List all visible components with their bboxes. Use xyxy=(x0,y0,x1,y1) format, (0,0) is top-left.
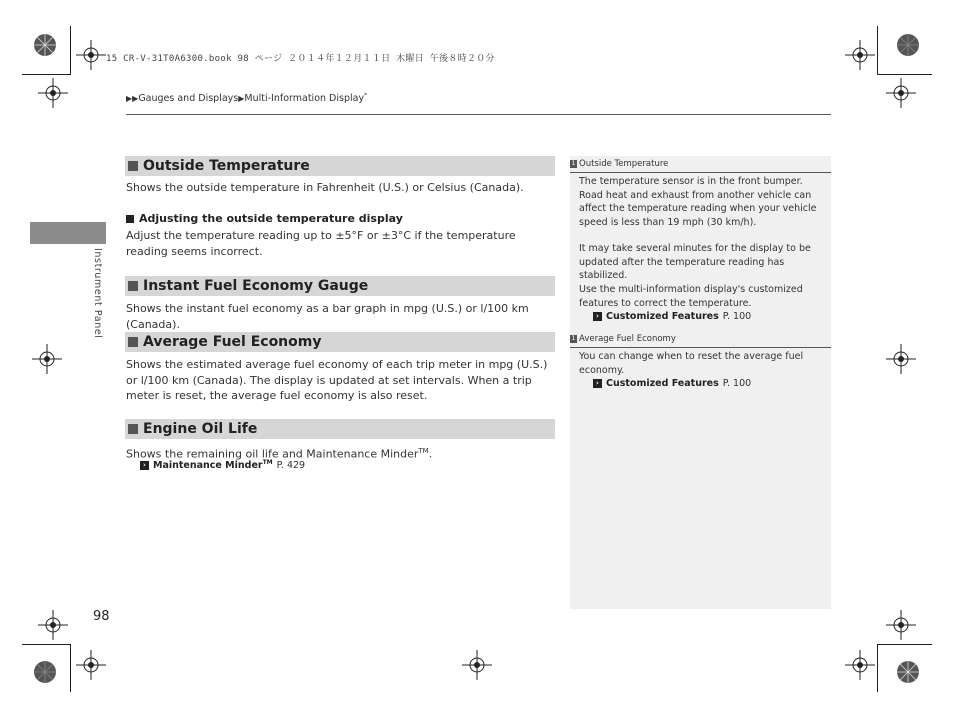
registration-crosshair-icon xyxy=(32,344,62,374)
sidebar-outside-temp-para3: Use the multi-information display's customized features to correct the temperature. xyxy=(579,284,803,309)
registration-crosshair-icon xyxy=(38,78,68,108)
registration-crosshair-icon xyxy=(38,610,68,640)
crop-line xyxy=(22,644,71,645)
header-rule xyxy=(126,114,831,115)
sidebar-outside-temp-para2: It may take several minutes for the display to be updated after the temperature reading has stabilized. xyxy=(579,243,811,281)
reference-arrow-icon: › xyxy=(140,461,149,470)
registration-crosshair-icon xyxy=(886,78,916,108)
note-number-icon: 1 xyxy=(571,160,576,167)
breadcrumb-arrow-icon: ▶ xyxy=(238,94,245,104)
xref-label: Customized Features xyxy=(606,311,719,322)
registration-starburst-icon xyxy=(896,33,920,57)
crop-line xyxy=(877,644,932,645)
section-title: Engine Oil Life xyxy=(143,421,258,437)
sidebar-outside-temp-para1: The temperature sensor is in the front bumper. Road heat and exhaust from another vehicle can affect the temperature reading when your vehicle speed is less than 19 mph (30 km/h). xyxy=(579,176,817,228)
registration-crosshair-icon xyxy=(845,40,875,70)
note-number-icon: 1 xyxy=(571,335,576,342)
section-header-average-fuel-economy xyxy=(125,332,555,352)
square-bullet-icon xyxy=(128,281,138,291)
chapter-tab xyxy=(30,222,106,244)
engine-oil-life-text: Shows the remaining oil life and Maintenance Minder™. xyxy=(126,447,433,461)
subsection-header-adjusting-temperature xyxy=(126,212,403,225)
registration-crosshair-icon xyxy=(76,40,106,70)
page-number: 98 xyxy=(93,609,110,624)
square-bullet-icon xyxy=(128,424,138,434)
reference-arrow-icon: › xyxy=(593,379,602,388)
xref-page: P. 429 xyxy=(276,459,306,471)
crop-line xyxy=(877,74,932,75)
square-bullet-icon xyxy=(128,161,138,171)
section-title: Average Fuel Economy xyxy=(143,334,322,350)
xref-page: P. 100 xyxy=(722,311,752,322)
breadcrumb-gauges-and-displays[interactable]: Gauges and Displays xyxy=(138,93,239,105)
crop-line xyxy=(22,74,71,75)
registration-starburst-icon xyxy=(33,660,57,684)
section-header-outside-temperature xyxy=(125,156,555,176)
xref-page: P. 100 xyxy=(722,378,752,389)
subsection-title: Adjusting the outside temperature display xyxy=(139,212,403,225)
square-bullet-icon xyxy=(128,337,138,347)
registration-crosshair-icon xyxy=(886,344,916,374)
average-fuel-economy-text: Shows the estimated average fuel economy of each trip meter in mpg (U.S.) or l/100 km (Canada). The display is updated at set intervals. When a trip meter is reset, the average fuel economy is also reset. xyxy=(126,358,548,402)
registration-starburst-icon xyxy=(896,660,920,684)
instant-fuel-economy-text: Shows the instant fuel economy as a bar graph in mpg (U.S.) or l/100 km (Canada). xyxy=(126,302,529,331)
crop-line xyxy=(877,26,878,74)
registration-crosshair-icon xyxy=(76,650,106,680)
adjusting-temperature-text: Adjust the temperature reading up to ±5°F or ±3°C if the temperature reading seems incorrect. xyxy=(126,229,516,258)
breadcrumb xyxy=(126,92,367,104)
crop-line xyxy=(70,644,71,692)
print-info: 15 CR-V-31T0A6300.book 98 ページ ２０１４年１２月１１日 木曜日 午後８時２０分 xyxy=(106,54,495,64)
reference-arrow-icon: › xyxy=(593,312,602,321)
sidebar-heading-outside-temperature: 1 Outside Temperature xyxy=(570,156,831,173)
registration-crosshair-icon xyxy=(845,650,875,680)
section-title: Outside Temperature xyxy=(143,158,310,174)
section-header-instant-fuel-economy xyxy=(125,276,555,296)
xref-label: Customized Features xyxy=(606,378,719,389)
crop-line xyxy=(70,26,71,74)
section-header-engine-oil-life xyxy=(125,419,555,439)
xref-label: Maintenance Minder™ xyxy=(153,459,273,472)
sidebar-average-fuel-para1: You can change when to reset the average fuel economy. xyxy=(579,351,804,376)
section-title: Instant Fuel Economy Gauge xyxy=(143,278,369,294)
breadcrumb-mark: * xyxy=(364,92,368,99)
registration-crosshair-icon xyxy=(462,650,492,680)
breadcrumb-multi-information-display[interactable]: Multi-Information Display xyxy=(244,93,365,105)
xref-maintenance-minder[interactable] xyxy=(140,459,305,471)
crop-line xyxy=(877,644,878,692)
chapter-tab-label: Instrument Panel xyxy=(92,248,103,339)
outside-temperature-text: Shows the outside temperature in Fahrenheit (U.S.) or Celsius (Canada). xyxy=(126,181,524,194)
registration-starburst-icon xyxy=(33,33,57,57)
breadcrumb-arrow-icon: ▶▶ xyxy=(126,94,139,104)
registration-crosshair-icon xyxy=(886,610,916,640)
square-bullet-icon xyxy=(126,215,134,223)
sidebar-heading-average-fuel-economy: 1 Average Fuel Economy xyxy=(570,331,831,348)
xref-customized-features[interactable] xyxy=(593,311,751,322)
xref-customized-features[interactable] xyxy=(593,378,751,389)
